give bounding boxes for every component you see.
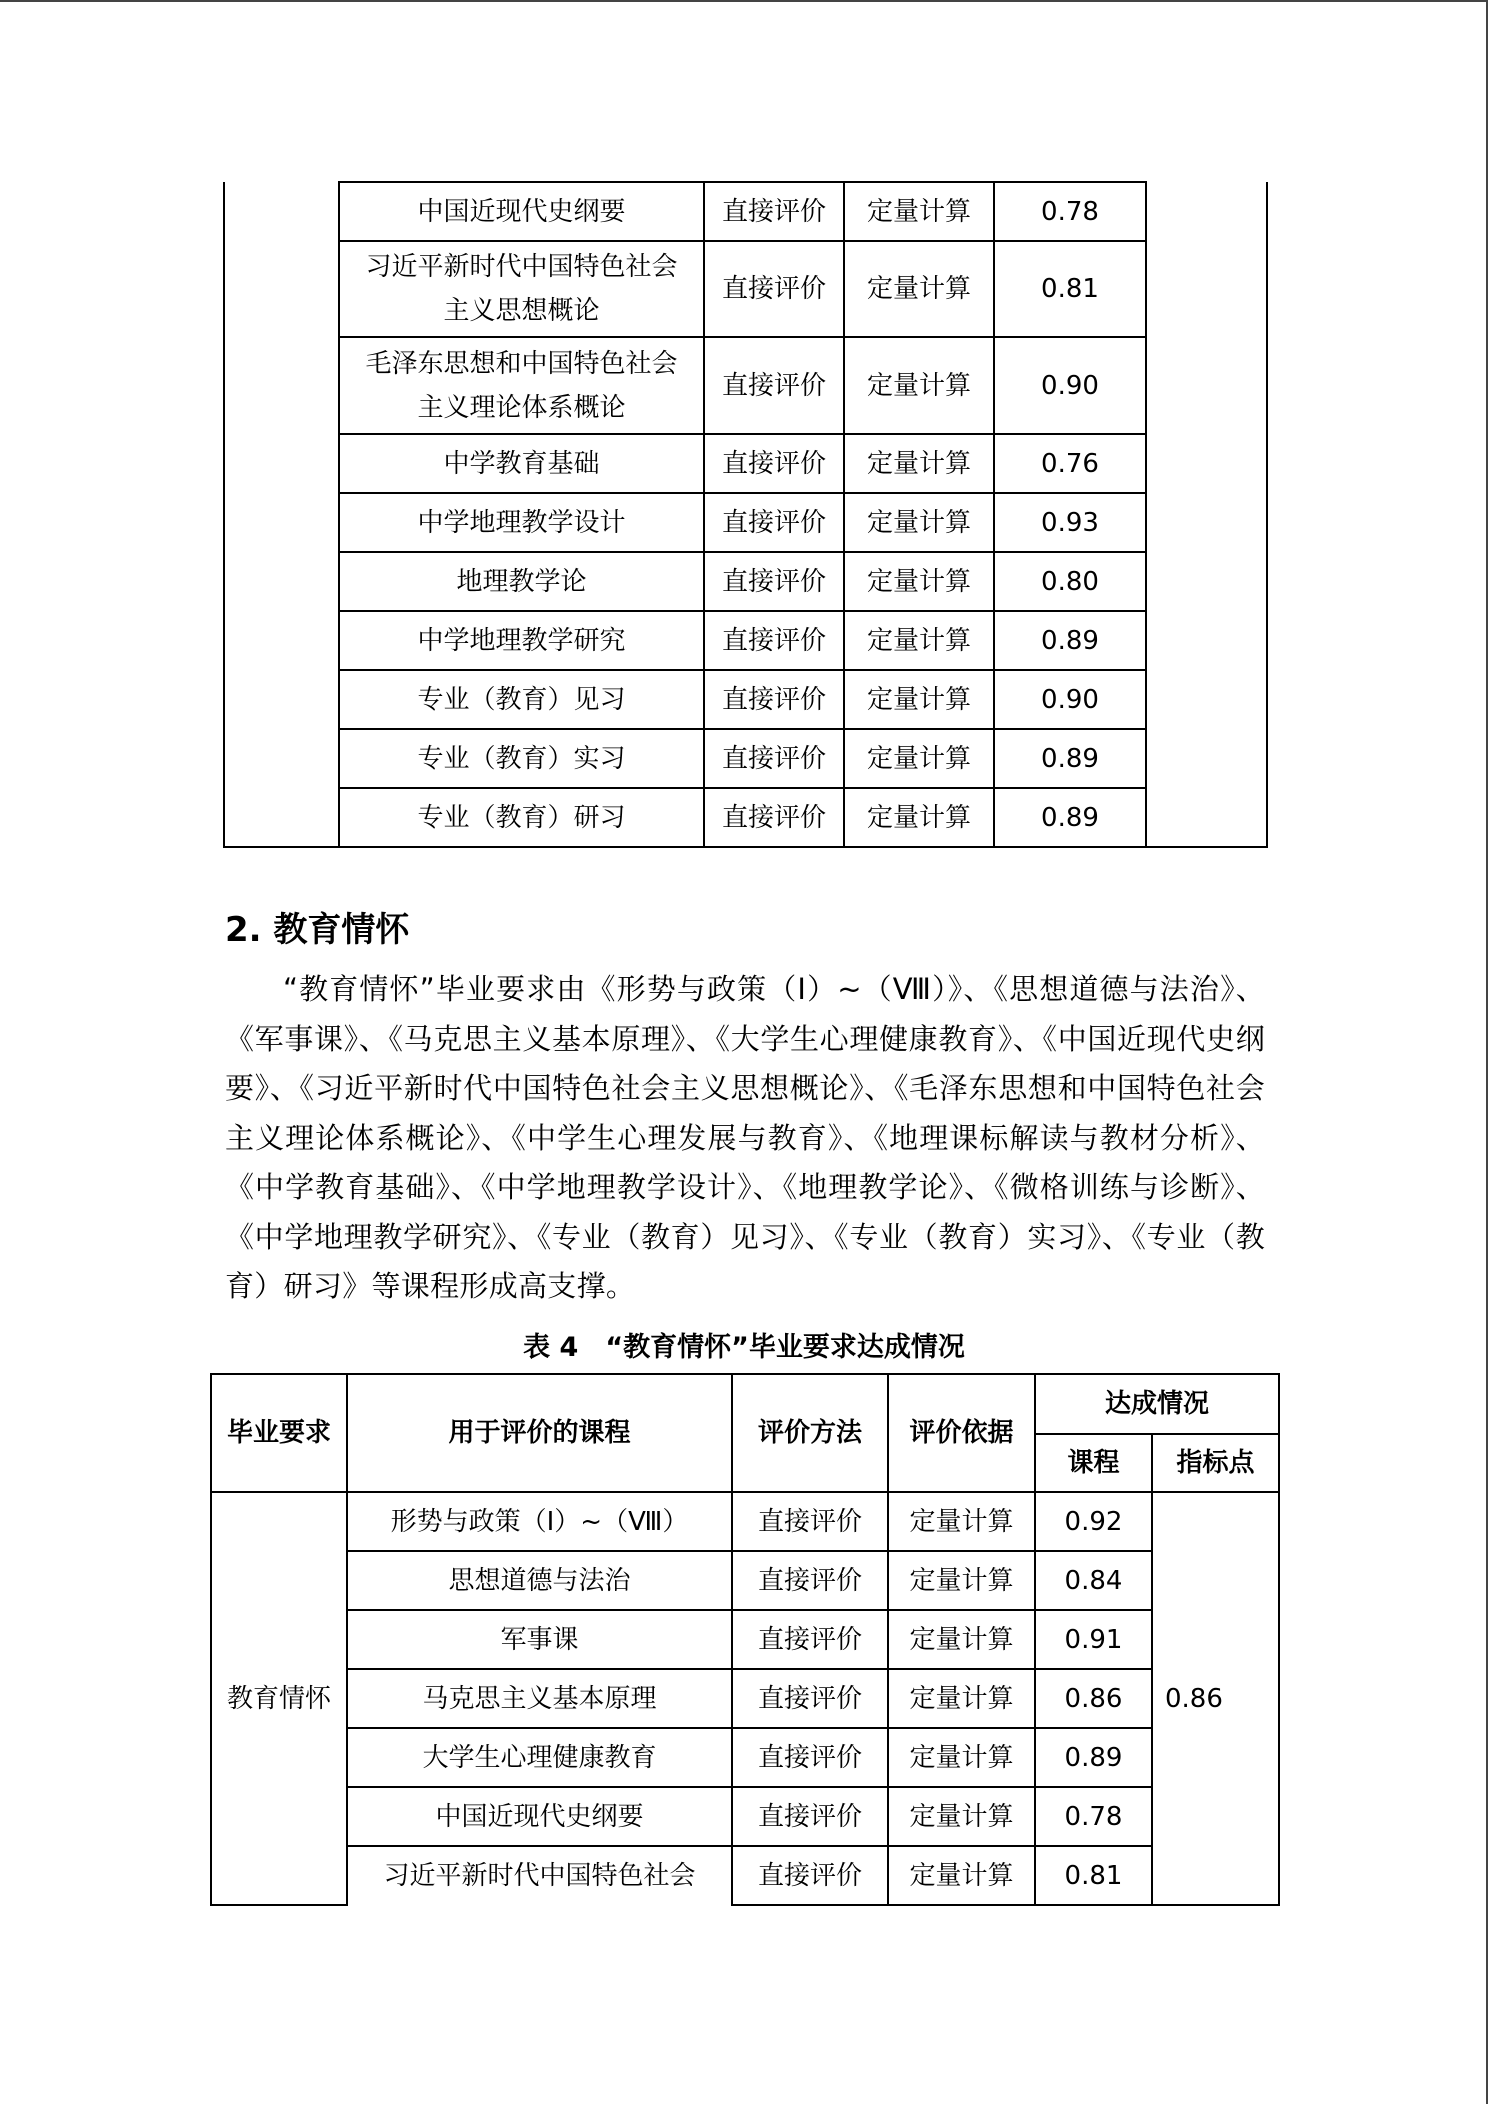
basis-cell: 定量计算 — [844, 788, 994, 847]
course-cell: 军事课 — [347, 1610, 732, 1669]
score-cell: 0.89 — [994, 788, 1146, 847]
course-cell: 中学教育基础 — [339, 434, 704, 493]
method-cell: 直接评价 — [732, 1610, 888, 1669]
table-row — [224, 552, 1267, 611]
table-row — [224, 493, 1267, 552]
score-cell: 0.89 — [994, 729, 1146, 788]
method-cell: 直接评价 — [704, 729, 844, 788]
page-border-top — [0, 0, 1488, 2]
course-cell — [339, 241, 704, 337]
table-row — [224, 337, 1267, 434]
table-row — [224, 611, 1267, 670]
course-line: 主义思想概论 — [443, 296, 600, 326]
method-cell: 直接评价 — [704, 611, 844, 670]
header-method: 评价方法 — [732, 1374, 888, 1492]
achievement-table — [210, 1373, 1280, 1906]
course-cell: 中国近现代史纲要 — [339, 182, 704, 241]
course-line: 主义理论体系概论 — [417, 392, 626, 423]
basis-cell: 定量计算 — [844, 670, 994, 729]
score-cell: 0.90 — [994, 670, 1146, 729]
course-line: 毛泽东思想和中国特色社会 — [365, 348, 678, 379]
course-cell: 专业（教育）研习 — [339, 788, 704, 847]
course-cell: 专业（教育）实习 — [339, 729, 704, 788]
method-cell: 直接评价 — [732, 1551, 888, 1610]
score-cell: 0.93 — [994, 493, 1146, 552]
method-cell: 直接评价 — [704, 493, 844, 552]
course-cell: 地理教学论 — [339, 552, 704, 611]
table-caption: 表 4 “教育情怀”毕业要求达成情况 — [523, 1332, 965, 1363]
requirement-cell: 教育情怀 — [211, 1492, 347, 1905]
basis-cell: 定量计算 — [844, 434, 994, 493]
course-cell: 中学地理教学研究 — [339, 611, 704, 670]
basis-cell: 定量计算 — [844, 611, 994, 670]
table-header-row — [211, 1374, 1279, 1434]
method-cell: 直接评价 — [732, 1787, 888, 1846]
table-row — [224, 670, 1267, 729]
continued-achievement-table — [223, 181, 1268, 848]
score-cell: 0.80 — [994, 552, 1146, 611]
table-row — [211, 1787, 1279, 1846]
basis-cell: 定量计算 — [844, 337, 994, 434]
section-paragraph: “教育情怀”毕业要求由《形势与政策（Ⅰ）~（Ⅷ）》、《思想道德与法治》、《军事课》、《马克思主义基本原理》、《大学生心理健康教育》、《中国近现代史纲要》、《习近平新时代中国特色社会主义思想概论》、《毛泽东思想和中国特色社会主义理论体系概论》、《中学生心理发展与教育》、《地理课标解读与教材分析》、《中学教育基础》、《中学地理教学设计》、《地理教学论》、《微格训练与诊断》、《中学地理教学研究》、《专业（教育）见习》、《专业（教育）实习》、《专业（教育）研习》等课程形成高支撑。 — [225, 972, 1265, 1303]
course-cell: 思想道德与法治 — [347, 1551, 732, 1610]
header-basis: 评价依据 — [888, 1374, 1035, 1492]
table-row — [224, 434, 1267, 493]
section-heading: 2. 教育情怀 — [225, 910, 410, 950]
table-row — [224, 729, 1267, 788]
basis-cell: 定量计算 — [888, 1787, 1035, 1846]
basis-cell: 定量计算 — [888, 1551, 1035, 1610]
method-cell: 直接评价 — [732, 1492, 888, 1551]
basis-cell: 定量计算 — [888, 1846, 1035, 1905]
course-cell: 马克思主义基本原理 — [347, 1669, 732, 1728]
method-cell: 直接评价 — [732, 1846, 888, 1905]
basis-cell: 定量计算 — [888, 1492, 1035, 1551]
basis-cell: 定量计算 — [888, 1728, 1035, 1787]
basis-cell: 定量计算 — [888, 1669, 1035, 1728]
requirement-cell-continued — [224, 182, 339, 847]
score-cell: 0.84 — [1035, 1551, 1152, 1610]
method-cell: 直接评价 — [704, 434, 844, 493]
method-cell: 直接评价 — [704, 552, 844, 611]
method-cell: 直接评价 — [704, 788, 844, 847]
method-cell: 直接评价 — [732, 1669, 888, 1728]
basis-cell: 定量计算 — [888, 1610, 1035, 1669]
score-cell: 0.92 — [1035, 1492, 1152, 1551]
header-course-score: 课程 — [1035, 1434, 1152, 1492]
table-row — [211, 1846, 1279, 1905]
basis-cell: 定量计算 — [844, 241, 994, 337]
indicator-cell-continued — [1146, 182, 1267, 847]
table-row — [211, 1492, 1279, 1551]
basis-cell: 定量计算 — [844, 552, 994, 611]
basis-cell: 定量计算 — [844, 493, 994, 552]
score-cell: 0.91 — [1035, 1610, 1152, 1669]
header-achievement: 达成情况 — [1035, 1374, 1279, 1434]
score-cell: 0.90 — [994, 337, 1146, 434]
course-cell: 中学地理教学设计 — [339, 493, 704, 552]
method-cell: 直接评价 — [704, 182, 844, 241]
method-cell: 直接评价 — [732, 1728, 888, 1787]
table-row — [224, 182, 1267, 241]
method-cell: 直接评价 — [704, 241, 844, 337]
table-row — [224, 788, 1267, 847]
score-cell: 0.89 — [994, 611, 1146, 670]
basis-cell: 定量计算 — [844, 729, 994, 788]
score-cell: 0.81 — [994, 241, 1146, 337]
score-cell: 0.86 — [1035, 1669, 1152, 1728]
course-cell — [339, 337, 704, 434]
score-cell: 0.81 — [1035, 1846, 1152, 1905]
header-indicator: 指标点 — [1152, 1434, 1279, 1492]
method-cell: 直接评价 — [704, 337, 844, 434]
table-row — [211, 1669, 1279, 1728]
header-requirement: 毕业要求 — [211, 1374, 347, 1492]
basis-cell: 定量计算 — [844, 182, 994, 241]
table-row — [224, 241, 1267, 337]
score-cell: 0.89 — [1035, 1728, 1152, 1787]
course-cell: 大学生心理健康教育 — [347, 1728, 732, 1787]
header-course: 用于评价的课程 — [347, 1374, 732, 1492]
table-row — [211, 1610, 1279, 1669]
score-cell: 0.78 — [1035, 1787, 1152, 1846]
course-line: 习近平新时代中国特色社会 — [365, 252, 678, 282]
score-cell: 0.76 — [994, 434, 1146, 493]
indicator-cell: 0.86 — [1152, 1492, 1279, 1905]
table-row — [211, 1551, 1279, 1610]
course-cell: 习近平新时代中国特色社会 — [347, 1846, 732, 1905]
method-cell: 直接评价 — [704, 670, 844, 729]
course-cell: 专业（教育）见习 — [339, 670, 704, 729]
score-cell: 0.78 — [994, 182, 1146, 241]
course-cell: 形势与政策（Ⅰ）~（Ⅷ） — [347, 1492, 732, 1551]
table-row — [211, 1728, 1279, 1787]
course-cell: 中国近现代史纲要 — [347, 1787, 732, 1846]
